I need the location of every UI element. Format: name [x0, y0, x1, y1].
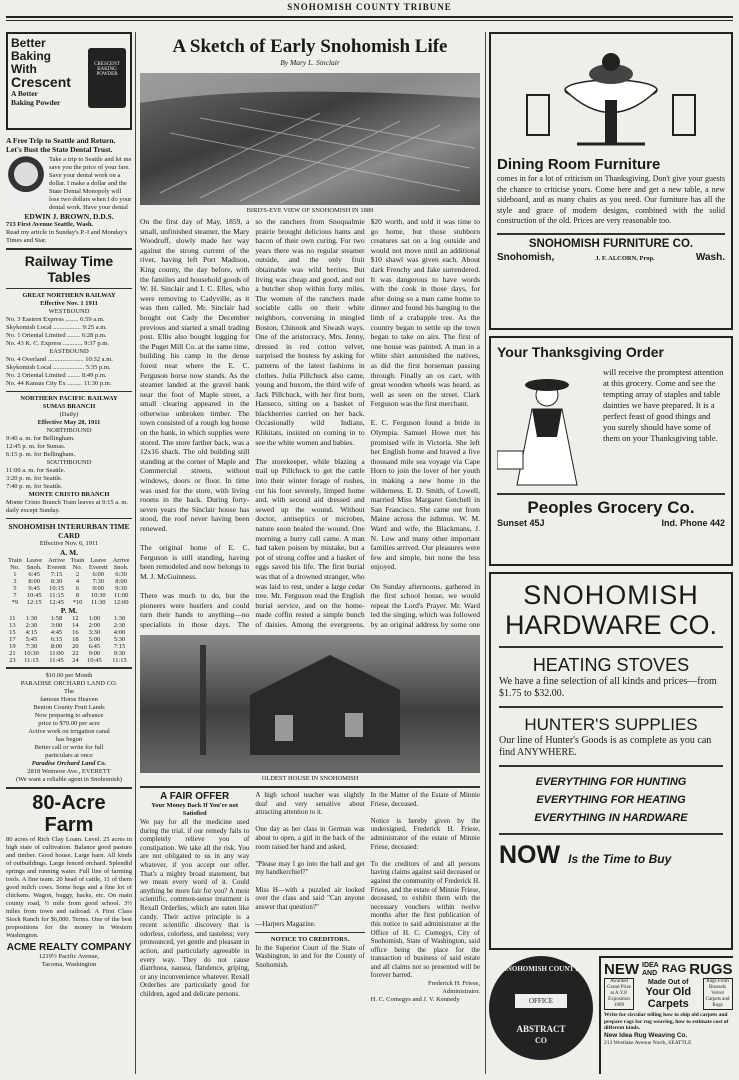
creditors-title: NOTICE TO CREDITORS. — [270, 935, 350, 943]
railway-title: Railway Time Tables — [24, 253, 114, 285]
table-cell: 24 — [72, 657, 79, 664]
fair-offer-title: A FAIR OFFER — [160, 791, 230, 802]
table-header: Arrive Everett — [47, 557, 66, 571]
can-label: CRESCENT BAKING POWDER — [94, 62, 120, 77]
table-row — [6, 657, 132, 664]
rugs-rugs: RUGS — [689, 961, 733, 978]
table-cell: 8:00 — [50, 643, 63, 650]
table-cell: 11:00 — [113, 592, 129, 599]
farm-address1: 1219½ Pacific Avenue, — [38, 953, 100, 960]
table-cell: 1:30 — [113, 615, 126, 622]
table-row — [6, 592, 132, 599]
table-cell: 9:45 — [28, 585, 40, 592]
table-cell: 6:15 — [50, 636, 63, 643]
table-cell: 3 — [13, 578, 17, 585]
orchard-line: has begun — [55, 736, 83, 743]
dining-table-illustration — [497, 40, 725, 152]
column-rule — [485, 32, 486, 1074]
furniture-company: SNOHOMISH FURNITURE CO. — [528, 237, 694, 250]
crescent-line2: Baking — [11, 49, 52, 63]
east-row: Skykomish Local ................... 5:35 p.m. — [6, 364, 111, 371]
table-row — [6, 571, 132, 578]
orchard-line: $10.00 per Month — [45, 672, 93, 679]
pm-label: P. M. — [60, 606, 78, 615]
table-cell: 6 — [75, 585, 80, 592]
table-cell: 2:30 — [25, 622, 38, 629]
dentist-address: 713 First Avenue Seattle, Wash. — [6, 221, 94, 228]
table-cell: 16 — [72, 629, 79, 636]
rugs-write: Write for circular telling how to ship old carpets and prepare rags for rug weaving, how to estimate cost of different kinds. — [604, 1012, 729, 1031]
rugs-right-badge: Rugs From Brussels Velvet Carpets and Rugs — [703, 978, 733, 1010]
table-cell: 2:00 — [88, 622, 101, 629]
teacher-item: A high school teacher was slightly deaf and very sensitive about attracting attention to it. One day as her class in German was about to open, a girl in the back of the room raised her hand and asked, "Please may I go into the hall and get my handkerchief?" Miss H—with a puzzled air looked over the class and said "Can anyone answer that question?" —Harpers Magazine. — [255, 791, 365, 928]
table-cell: 11 — [9, 615, 16, 622]
hunters-text: Our line of Hunter's Goods is as complete as you can find ANYWHERE. — [499, 735, 712, 758]
table-cell: 4:45 — [50, 629, 63, 636]
rugs-rag: RAG — [661, 963, 687, 975]
heating-title: HEATING STOVES — [532, 655, 690, 675]
abstract-top: SNOHOMISH COUNTY — [502, 965, 580, 973]
orchard-line: famous Horse Heaven — [40, 696, 98, 703]
table-cell: 15 — [9, 629, 16, 636]
article-col1: On the first day of May, 1859, a small, unfinished steamer, the Mary Woodruff, slowly made her way against the strong current of the river, having left Port Madison, King county, the day before, with the families and household goods of W. H. Sinclair and I. C. Elles, who were removing to Cadyville, as it was then called. Mr. Sinclair had bought out Cady the December previous and started a small trading post. Ellis also bought logging for the Puget Mill Co. at the same time, building his camp in the dense forest near where the E. C. Ferguson horse now stands. As the steamer landed at the gravel bank near the foot of Maple street, a small clearing appeared in the otherwise unbroken timber. The town consisted of a rough log house on the bank, in which supplies were stored. The store farther back, was a 12x16 shack. The old building still standing at the corner of Maple and Commercial streets, without windows, doors or floor. In time was used for the store, with living rooms in the back. During forty-seven years the Sinclair house has stood, the roof never having been renewed. The original home of E. C. Ferguson is still standing, having been remodeled and now belongs to M. J. McGuinness. There was much to do, but the pioneers were hustlers and could turn their hands to anything—no specialists in those days. The — [140, 217, 250, 629]
orchard-line: Active work on irrigation canal — [28, 728, 110, 735]
dining-table-icon — [497, 40, 725, 152]
time-to-buy: Is the Time to Buy — [568, 852, 672, 866]
table-row — [6, 629, 132, 636]
orchard-line: Now preparing to advance — [34, 712, 104, 719]
hardware-name2: HARDWARE CO. — [504, 610, 717, 640]
west-row: Skykomish Local ................. 9:25 a.m. — [6, 324, 107, 331]
hunters-title: HUNTER'S SUPPLIES — [524, 715, 698, 734]
table-cell: 1:58 — [50, 615, 63, 622]
grocery-phone1: Sunset 45J — [497, 518, 545, 528]
article-col3: $20 worth, and sold it was time to go home, but those stubborn creatures sat on a log outside and would not move until an additional $10 shawl was given each. About dark Frenchy and Jake surrendered. It was dangerous to have words with the cook in those days, for after doing so a man came home to dinner and found his hanging to the limb of a crabapple tree. As the country began to settle up the town began to take on airs. The first of one house was painted. A man in a white shirt astonished the natives, as did the first horseman passing through. Finally an ox cart, with great wooden wheels was heard, as well as seen on the street. Clark Ferguson was the first merchant. E. C. Ferguson found a bride in Olympia. Samuel Howe met his promised wife in Victoria. She left her English home and braved a five thousand mile sea voyage via Cape Horn to join the lover of her youth in making a new home in the wilderness. E. D. Smith, of Lowell, married Miss Margaret Getchell in San Francisco. She came out from Maine across the isthmus. W. M. Ward and wife, the Blackmans, J. N. Low and many other important families arrived. Our pleasures were few and simple, but none the less enjoyed. On Sunday afternoons, gathered in the first school house, we would repeat the Lord's Prayer. Mr. Ward led the singing, which was followed by an original address by some one — [370, 217, 480, 629]
table-cell: 7:15 — [50, 571, 63, 578]
table-cell: 5:45 — [25, 636, 38, 643]
table-cell: 23 — [9, 657, 16, 664]
orchard-line: Paradise Orchard Land Co. — [31, 760, 107, 767]
rugs-ad — [599, 956, 733, 1074]
abstract-seal — [489, 956, 593, 1060]
farm-title: 80-Acre Farm — [32, 792, 106, 836]
grocery-company: Peoples Grocery Co. — [527, 498, 695, 517]
grocery-phone2: Ind. Phone 442 — [661, 518, 725, 528]
heating-text: We have a fine selection of all kinds and prices—from $1.75 to $32.00. — [499, 676, 717, 699]
table-cell: 5:30 — [113, 636, 126, 643]
interurban-effective: Effective Nov. 6, 1911 — [39, 540, 99, 547]
house-caption: OLDEST HOUSE IN SNOHOMISH — [261, 775, 359, 782]
rugs-idea: IDEA — [642, 961, 659, 969]
rugs-company: New Idea Rug Weaving Co. — [604, 1031, 688, 1039]
mc-title: MONTE CRISTO BRANCH — [28, 491, 110, 498]
np-daily: (Daily) — [59, 411, 79, 418]
rugs-new: NEW — [604, 961, 639, 978]
orchard-line: The — [63, 688, 75, 695]
rugs-and: AND — [642, 969, 658, 977]
town-grid-icon — [140, 73, 480, 205]
gn-title: GREAT NORTHERN RAILWAY — [22, 292, 116, 299]
table-cell: 2:30 — [113, 622, 126, 629]
middle-column — [140, 32, 480, 1074]
now-label: NOW — [499, 841, 561, 869]
table-cell: 4:15 — [25, 629, 38, 636]
farm-address2: Tacoma, Washington — [41, 961, 97, 968]
gn-effective: Effective Nov. 1 1911 — [40, 300, 98, 307]
middle-misc — [255, 791, 364, 1005]
masthead: SNOHOMISH COUNTY TRIBUNE — [287, 2, 452, 12]
table-cell: 3:00 — [50, 622, 63, 629]
table-row — [6, 643, 132, 650]
top-rule-thin — [6, 20, 733, 21]
south-row: 11:00 a. m. for Seattle. — [6, 467, 66, 474]
railway-time-tables — [6, 253, 132, 664]
estate-attorneys: H. C. Comegys and J. V. Kennedy — [370, 996, 460, 1004]
table-cell: 21 — [9, 650, 16, 657]
furniture-city: Snohomish, — [497, 251, 555, 263]
birdseye-photo — [140, 73, 480, 205]
left-column — [6, 32, 132, 1074]
orchard-line: Benton County Fruit Lands — [33, 704, 105, 711]
abstract-bottom: ABSTRACT — [516, 1024, 566, 1034]
south-row: 7:40 p. m. for Seattle. — [6, 483, 63, 490]
table-cell: 12:00 — [113, 599, 129, 606]
table-cell: 13 — [9, 622, 16, 629]
table-cell: 6:45 — [28, 571, 40, 578]
crescent-line5: A Better — [11, 89, 38, 98]
estate-body: In the Matter of the Estate of Minnie Friese, deceased. Notice is hereby given by the undersigned, Frederick H. Friese, administrator of the estate of Minnie Friese, deceased: To the creditors of and all persons having claims against said deceased or against the community of Frederick H. Friese, and the estate of Minnie Friese, deceased, to exhibit them with the necessary vouchers within twelve months after the first publication of this notice to said administrator at the Office of H. C. Comegys, City of Snohomish, State of Washington, said office being the place for the transaction of business of said estate and all claims not so presented will be forever barred. — [370, 791, 480, 980]
top-rule — [6, 16, 733, 18]
table-row — [6, 622, 132, 629]
np-effective: Effective May 28, 1911 — [37, 419, 101, 426]
orchard-line: price to $70.00 per acre — [38, 720, 100, 727]
table-row — [6, 615, 132, 622]
table-cell: 6:30 — [115, 571, 127, 578]
table-cell: 11:15 — [24, 657, 39, 664]
table-cell: 6:00 — [92, 571, 105, 578]
table-cell: 22 — [72, 650, 79, 657]
table-cell: 4 — [75, 578, 80, 585]
westbound: WESTBOUND — [48, 308, 90, 315]
crescent-ad — [6, 32, 132, 130]
oldest-house-photo — [140, 635, 480, 773]
table-row — [6, 585, 132, 592]
rugs-left-badge: Awarded Grand Prize at A.Y.P. Exposition 1909 — [604, 978, 634, 1010]
table-cell: 8:00 — [115, 578, 127, 585]
table-cell: 1 — [13, 571, 17, 578]
estate-attorneys-role — [371, 1004, 480, 1005]
rugs-address: 213 Westlake Avenue North, SEATTLE — [604, 1039, 692, 1046]
table-cell: *10 — [72, 599, 83, 606]
crescent-line3: With — [11, 62, 37, 76]
furniture-state: Wash. — [695, 251, 725, 263]
table-cell: 1:00 — [88, 615, 101, 622]
south-row: 3:20 p. m. for Seattle. — [6, 475, 63, 482]
table-cell: 20 — [72, 643, 79, 650]
dentist-headline: A Free Trip to Seattle and Return. Let's Bust the State Dental Trust. — [6, 136, 116, 154]
table-cell: 6:45 — [88, 643, 101, 650]
east-row: No. 44 Kansas City Ex ......... 11:30 p.m. — [6, 380, 112, 387]
table-cell: 11:15 — [49, 592, 64, 599]
table-cell: 11:45 — [49, 657, 64, 664]
farm-company: ACME REALTY COMPANY — [6, 942, 132, 953]
estate-notice — [371, 791, 480, 1005]
orchard-line: 2818 Wetmore Ave., EVERETT — [27, 768, 111, 775]
interurban-pm-table — [6, 615, 132, 664]
article-byline: By Mary L. Sinclair — [280, 58, 340, 67]
orchard-ad — [6, 672, 132, 784]
woman-with-basket-icon — [497, 367, 597, 487]
estate-role: Administrator. — [442, 988, 480, 996]
dentist-name: EDWIN J. BROWN, D.D.S. — [24, 212, 114, 221]
table-cell: 8 — [75, 592, 80, 599]
np-branch: SUMAS BRANCH — [42, 403, 96, 410]
table-cell: 10:15 — [49, 585, 64, 592]
northbound: NORTHBOUND — [46, 427, 92, 434]
table-cell: 12 — [72, 615, 79, 622]
farm-body: 80 acres of Rich Clay Loam. Level. 25 acres in high state of cultivation. Balance good pasture and timber. Good house. Large barn. All kinds of outbuildings. Large fenced orchard. Splendid springs and running water. Full line of farming tools. A fine team. 20 head of cattle, 11 of them good milch cows. Some hogs and a fine lot of chickens. Wagon, buggy, hacks, etc. On main county road, ½ mile from good school. 3½ miles from town and railroad. A First Class Stock Ranch for $6,000. Terms. One of the best propositions for the money in Western Washington. — [6, 836, 132, 939]
fair-offer-subtitle: Your Money Back If You're not Satisfied — [151, 802, 239, 817]
table-cell: 9:30 — [113, 650, 126, 657]
table-cell: 7:30 — [25, 643, 38, 650]
table-cell: 10:30 — [24, 650, 39, 657]
column-rule — [135, 32, 136, 1074]
rugs-carpets: Carpets — [647, 997, 689, 1010]
table-cell: 1:30 — [25, 615, 38, 622]
hardware-ad — [489, 572, 733, 950]
crescent-line1: Better — [11, 36, 46, 50]
west-row: No. 3 Eastern Express ........ 6:59 a.m. — [6, 316, 105, 323]
shopper-illustration — [497, 367, 597, 487]
rugs-your-old: Your Old — [645, 985, 692, 998]
interurban-title: SNOHOMISH INTERURBAN TIME CARD — [8, 522, 130, 540]
table-cell: 8:00 — [28, 578, 40, 585]
np-title: NORTHERN PACIFIC RAILWAY — [20, 395, 118, 402]
table-cell: 19 — [9, 643, 16, 650]
table-header: Leave Snoh. — [26, 557, 43, 571]
furniture-body: comes in for a lot of criticism on Thanksgiving. Don't give your guests the chance to criticise yours. Come here and get a new table, a new sideboard, and as many chairs as you need. Our furniture has all the style and grace of modern designs, combined with the solid construction of the old. Prices are very reasonable too. — [497, 174, 725, 225]
creditors-body: In the Superior Court of the State of Washington, in and for the County of Snohomish. — [255, 943, 365, 969]
north-row: 12:45 p. m. for Sumas. — [6, 443, 66, 450]
photo-caption: BIRD'S-EYE VIEW OF SNOHOMISH IN 1889 — [246, 207, 374, 214]
table-cell: 12:45 — [49, 599, 64, 606]
baking-powder-can-icon — [88, 48, 126, 108]
eastbound: EASTBOUND — [49, 348, 89, 355]
article-col2: so the ranchers from Snoqualmie prairie brought delicious hams and bacon of their own curing. For two years there was no regular steamer outside, and the only fruit obtainable was wild berries. But living was cheap and good, and not a butcher shop within forty miles. The women of the ranchers made sociable calls on their white neighbors, conversing in mingled Boston, Chinook and Siwash ways. One of the aristocracy, Mrs. Jenny, dressed in red cotton velvet, surprised the hostess by asking for patterns of the latest fashions in clothes. Julia Pillchuck also came, young and buxom, the third wife of Jack Pillchuck, with her first born, Hanseco, sitting on a basket of blackberries carried on her back. Occasionally wild Indians, Klikitats, insisted on coming in to see the white women and babies. The storekeeper, while blazing a trail up Pillchuck to get the cattle into their winter forage of rushes, cut his foot severely, limped home and, with second aid dressed and sewed up the wound. Without doctor, antiseptics or microbes, nature soon healed the wound. One morning a hurry call came. A man had taken poison by mistake, but a pot of strong coffee and a basket of eggs saved his life. The first burial was that of a drowned stranger, who was laid to rest, under a large cedar tree. Mr. Ferguson read the English burial service, and on the home-made coffin rested a simple bunch of daisies. Among the evergreens. — [255, 217, 365, 629]
table-cell: 12:15 — [26, 599, 42, 606]
orchard-line: (We want a reliable agent in Snohomish) — [16, 776, 122, 783]
furniture-title: Dining Room Furniture — [497, 156, 661, 173]
am-label: A. M. — [59, 548, 79, 557]
north-row: 6:15 p. m. for Bellingham. — [6, 451, 76, 458]
table-header-row — [6, 557, 132, 571]
hardware-name1: SNOHOMISH — [523, 580, 699, 610]
orchard-line: particulars at once — [45, 752, 93, 759]
table-header: Arrive Snoh. — [112, 557, 130, 571]
table-cell: 10:30 — [90, 592, 106, 599]
table-cell: 7:30 — [92, 578, 105, 585]
table-cell: 9:00 — [92, 585, 105, 592]
table-cell: 4:00 — [113, 629, 126, 636]
everything-2: EVERYTHING FOR HEATING — [536, 794, 686, 806]
orchard-line: PARADISE ORCHARD LAND CO. — [20, 680, 118, 687]
table-cell: 7:15 — [113, 643, 126, 650]
fair-offer-ad — [140, 791, 249, 1005]
table-row — [6, 636, 132, 643]
mc-text: Monte Cristo Branch Train leaves at 9:15 a. m. daily except Sunday. — [6, 499, 129, 514]
table-cell: 11:30 — [90, 599, 106, 606]
table-header: Train No. — [7, 557, 22, 571]
table-cell: 5:00 — [88, 636, 101, 643]
table-cell: *9 — [11, 599, 19, 606]
table-cell: 2 — [75, 571, 80, 578]
grocery-title: Your Thanksgiving Order — [497, 344, 664, 360]
table-cell: 3:30 — [88, 629, 101, 636]
west-row: No. 1 Oriental Limited ........ 6:28 p.m. — [6, 332, 107, 339]
interurban-am-table — [6, 557, 132, 606]
right-column — [489, 32, 733, 1074]
table-cell: 14 — [72, 622, 79, 629]
crescent-line4: Crescent — [11, 74, 71, 90]
table-cell: 9:30 — [115, 585, 127, 592]
east-row: No. 4 Overland ...................... 10:32 a.m. — [6, 356, 113, 363]
table-cell: 9:00 — [88, 650, 101, 657]
north-row: 9:40 a. m. for Bellingham. — [6, 435, 75, 442]
dentist-portrait-icon — [6, 156, 46, 208]
table-row — [6, 650, 132, 657]
table-cell: 18 — [72, 636, 79, 643]
grocery-ad — [489, 336, 733, 566]
table-row — [6, 599, 132, 606]
fair-offer-body: We pay for all the medicine used during the trial, if our remedy fails to completely relieve you of constipation. We take all the risk. You are not obligated to us in any way whatever, if you accept our offer. That's a mighty broad statement, but we mean every word of it. Could anything be more fair for you? A most scientific, common-sense treatment is Rexall Orderlies, which are eaten like candy. Their active principle is a recent scientific discovery that is odorless, colorless, and tasteless; very pronounced, yet gentle and pleasant in action, and particularly agreeable in every way. They do not cause diarrhoea, nausea, flatulence, griping, or any inconvenience whatever. Rexall Orderlies are particularly good for children, aged and delicate persons. — [140, 818, 250, 998]
table-cell: 7 — [13, 592, 17, 599]
table-header: Leave Everett — [88, 557, 108, 571]
everything-3: EVERYTHING IN HARDWARE — [534, 812, 688, 824]
estate-signer: Frederick H. Friese, — [428, 980, 480, 988]
rugs-made-out: Made Out of — [648, 978, 689, 986]
west-row: No. 43 K. C. Express ............ 9:37 p.m. — [6, 340, 109, 347]
table-row — [6, 578, 132, 585]
bottom-ads — [489, 956, 733, 1074]
everything-1: EVERYTHING FOR HUNTING — [535, 776, 687, 788]
southbound: SOUTHBOUND — [46, 459, 92, 466]
furniture-prop: J. F. ALCORN, Prop. — [595, 254, 655, 262]
dentist-body: Take a trip to Seattle and let me save you the price of your fare. Save your dental work on a dollar. I make a dollar and the State Dental Monopoly will lose two dollars when I do your dental work. Have your dental — [49, 156, 132, 211]
table-header: Train No. — [70, 557, 85, 571]
dentist-note: Read my article in Sunday's P.-I and Monday's Times and Star. — [6, 229, 128, 244]
abstract-middle: OFFICE — [515, 994, 567, 1008]
article-title: A Sketch of Early Snohomish Life — [172, 36, 448, 57]
crescent-line6: Baking Powder — [11, 98, 61, 107]
farm-ad — [6, 792, 132, 969]
table-cell: 8:30 — [50, 578, 63, 585]
east-row: No. 2 Oriental Limited ........ 8:49 p.m. — [6, 372, 107, 379]
abstract-co: CO — [535, 1036, 547, 1045]
table-cell: 10:45 — [87, 657, 102, 664]
dentist-ad — [6, 136, 132, 245]
furniture-ad — [489, 32, 733, 330]
table-cell: 17 — [9, 636, 16, 643]
table-cell: 11:00 — [49, 650, 64, 657]
grocery-body: will receive the promptest attention at this grocery. Come and see the tempting array of staples and table dainties we have prepared. It is a perfect feast of good things and you surely should have some of them on your Thanksgiving table. — [603, 367, 724, 443]
orchard-line: Better call or write for full — [34, 744, 104, 751]
table-cell: 10:45 — [26, 592, 42, 599]
house-icon — [140, 635, 480, 773]
table-cell: 5 — [13, 585, 17, 592]
table-cell: 11:15 — [112, 657, 127, 664]
